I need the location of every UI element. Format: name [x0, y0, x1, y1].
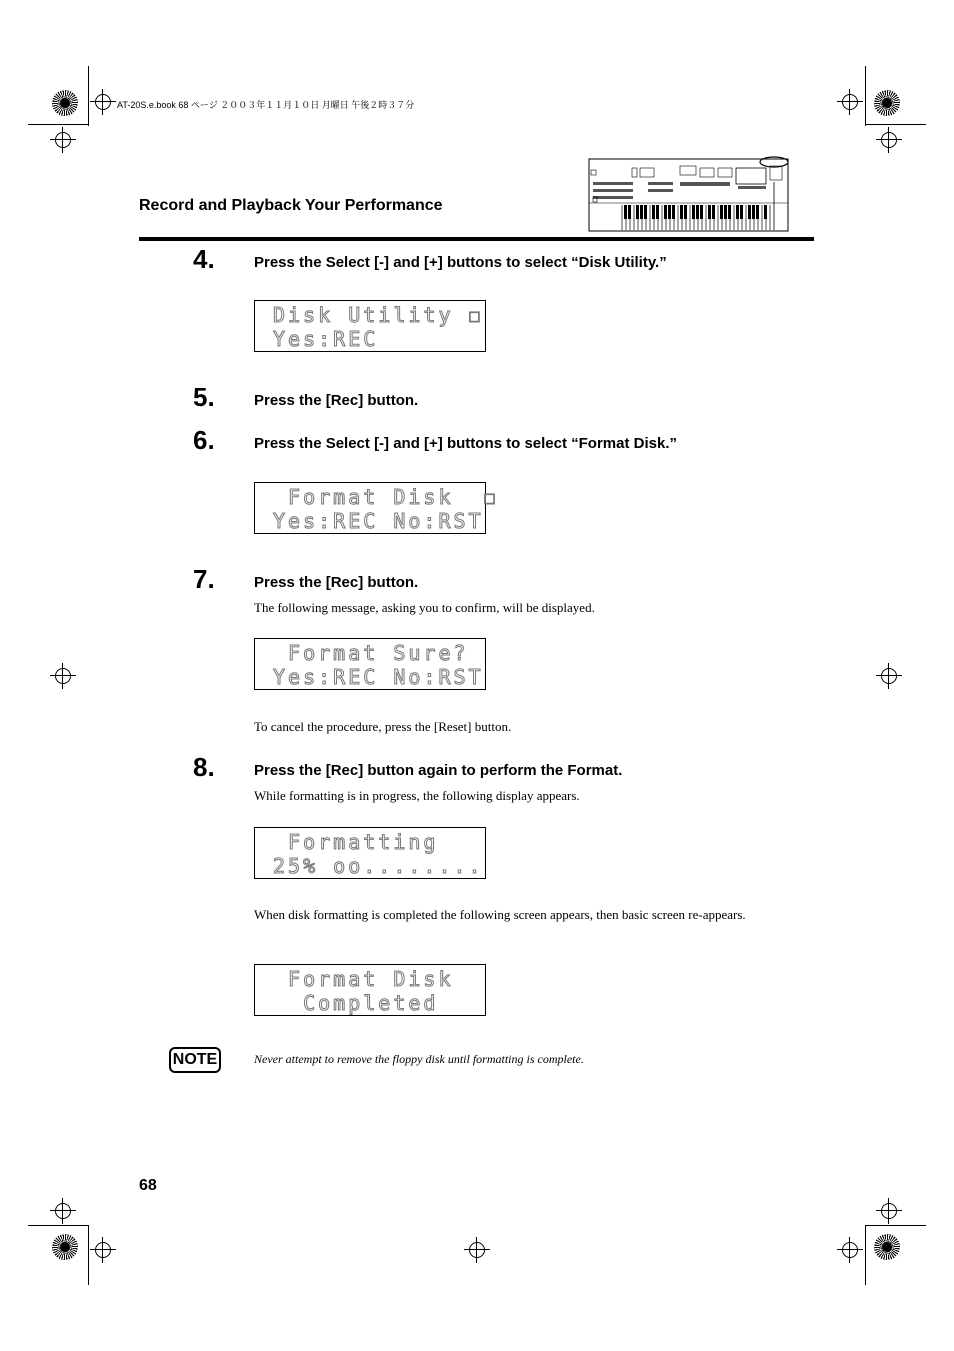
lcd-line: Yes:REC No:RST — [273, 509, 484, 533]
lcd-line: Yes:REC No:RST — [273, 665, 484, 689]
page-number: 68 — [139, 1177, 157, 1194]
lcd-line: Format Sure? — [273, 641, 469, 665]
print-header: AT-20S.e.book 68 ページ ２００３年１１月１０日 月曜日 午後２時３７分 — [117, 100, 415, 110]
step-instruction: Press the [Rec] button. — [254, 574, 419, 591]
step-number: 7. — [193, 564, 215, 594]
lcd-line: Yes:REC — [273, 327, 379, 351]
body-paragraph: When disk formatting is completed the following screen appears, then basic screen re-appears. — [254, 907, 746, 922]
lcd-display — [254, 638, 486, 690]
step-instruction: Press the Select [-] and [+] buttons to select “Disk Utility.” — [254, 254, 667, 271]
step-number: 5. — [193, 382, 215, 412]
step-instruction: Press the [Rec] button. — [254, 392, 419, 409]
body-paragraph: While formatting is in progress, the following display appears. — [254, 788, 580, 803]
header-rule — [139, 237, 814, 241]
lcd-display — [254, 300, 486, 352]
step-instruction: Press the [Rec] button again to perform the Format. — [254, 762, 623, 779]
note-badge: NOTE — [169, 1047, 221, 1073]
lcd-line: Disk Utility ☐ — [273, 303, 484, 327]
lcd-line: 25% oo........ — [273, 854, 484, 878]
body-paragraph: To cancel the procedure, press the [Reset] button. — [254, 719, 512, 734]
body-paragraph: The following message, asking you to confirm, will be displayed. — [254, 600, 595, 615]
lcd-line: Format Disk ☐ — [273, 485, 499, 509]
step-number: 4. — [193, 244, 215, 274]
step-number: 6. — [193, 425, 215, 455]
section-title: Record and Playback Your Performance — [139, 197, 443, 214]
lcd-display — [254, 482, 499, 534]
step-instruction: Press the Select [-] and [+] buttons to select “Format Disk.” — [254, 435, 678, 452]
lcd-line: Formatting — [273, 830, 439, 854]
lcd-display — [254, 827, 486, 879]
organ-panel-illustration — [588, 156, 790, 232]
lcd-line: Format Disk — [273, 967, 454, 991]
step-number: 8. — [193, 752, 215, 782]
lcd-display — [254, 964, 486, 1016]
note-text: Never attempt to remove the floppy disk until formatting is complete. — [254, 1052, 584, 1066]
lcd-line: Completed — [273, 991, 439, 1015]
